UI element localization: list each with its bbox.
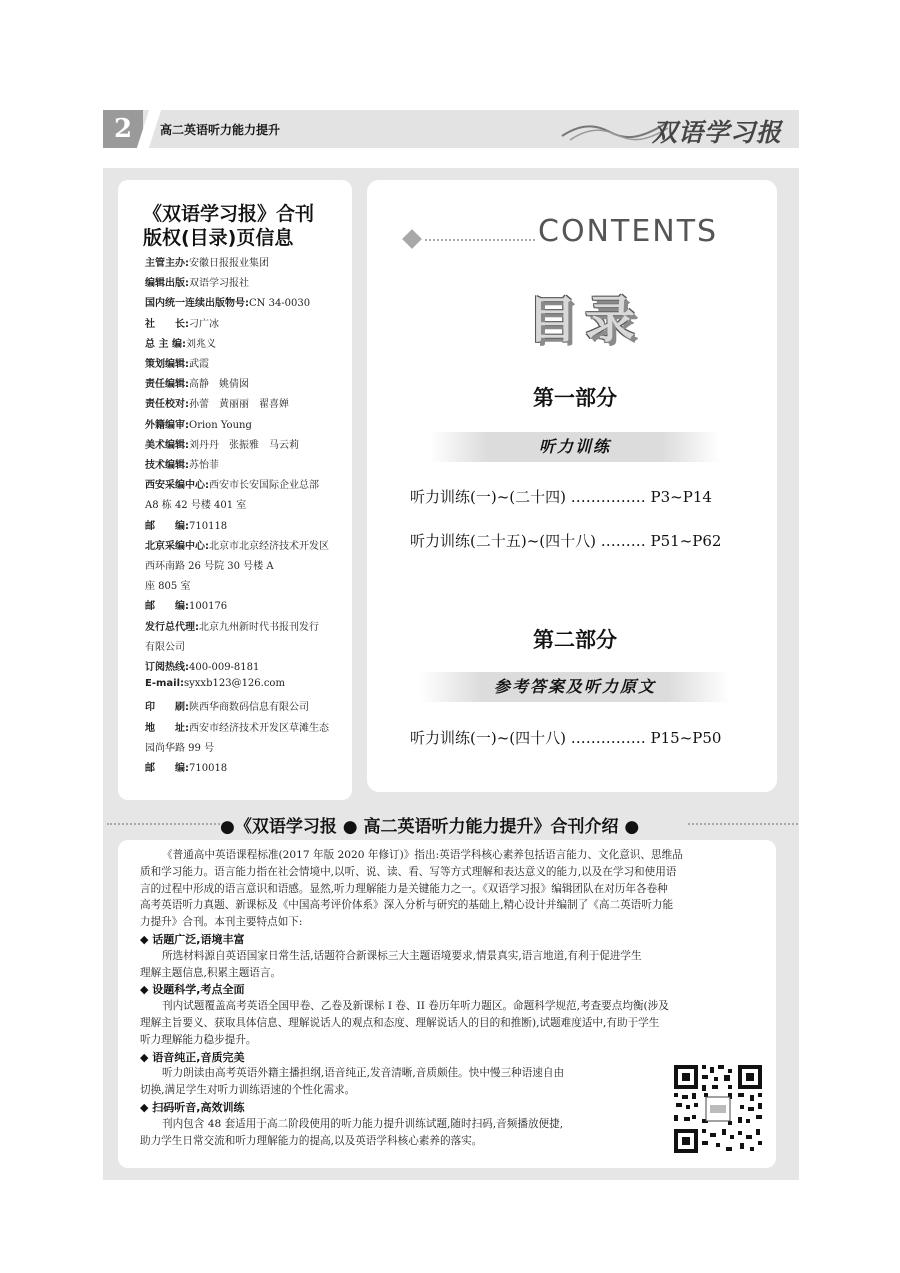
info-row — [145, 335, 216, 350]
intro-paragraph-line: 力提升》合刊。本刊主要特点如下: — [140, 916, 303, 929]
info-label: 编辑出版: — [145, 278, 189, 290]
info-label: 订阅热线: — [145, 662, 189, 673]
copyright-title — [143, 202, 314, 250]
info-row — [145, 658, 259, 673]
info-value-continued: 有限公司 — [145, 641, 185, 653]
info-row — [145, 416, 252, 431]
intro-paragraph-line: 质和学习能力。语言能力指在社会情境中,以听、说、读、看、写等方式理解和表达意义的能力,以及在学习和使用语 — [140, 865, 677, 878]
copyright-title-line1: 《双语学习报》合刊 — [143, 203, 315, 225]
info-label: 西安采编中心: — [145, 480, 209, 492]
info-row — [145, 274, 249, 289]
info-value: 710118 — [189, 520, 228, 532]
toc-entry-text: 听力训练(一)~(二十四) — [410, 488, 566, 506]
toc-entry-dots: …………… — [570, 488, 646, 506]
banner-dotted-right — [688, 823, 798, 825]
feature-text-line: 听力理解能力稳步提升。 — [140, 1033, 257, 1046]
info-row — [145, 436, 299, 451]
toc-entry[interactable] — [410, 486, 712, 507]
toc-entry[interactable] — [410, 727, 721, 748]
info-label: 策划编辑: — [145, 359, 189, 370]
feature-text-line: 刊内包含 48 套适用于高二阶段使用的听力能力提升训练试题,随时扫码,音频播放便捷, — [162, 1117, 564, 1130]
info-label: 责任编辑: — [145, 379, 189, 391]
info-row — [145, 395, 289, 410]
info-row — [145, 719, 329, 734]
info-value: 北京九州新时代书报刊发行 — [199, 621, 319, 633]
info-value: 刁广冰 — [189, 318, 219, 330]
header-title: 高二英语听力能力提升 — [160, 123, 281, 137]
feature-text-line: 助力学生日常交流和听力理解能力的提高,以及英语学科核心素养的落实。 — [140, 1134, 483, 1147]
intro-paragraph-line: 高考英语听力真题、新课标及《中国高考评价体系》深入分析与研究的基础上,精心设计并编制了《高二英语听力能 — [140, 899, 674, 912]
info-label: 社 长: — [145, 318, 189, 330]
part1-band — [430, 432, 720, 462]
intro-banner-title: ●《双语学习报 ● 高二英语听力能力提升》合刊介绍 ● — [220, 817, 640, 837]
info-value: 西安市经济技术开发区草滩生态 — [189, 722, 329, 734]
info-row — [145, 456, 219, 471]
info-value: 西安市长安国际企业总部 — [209, 480, 319, 492]
info-value: 100176 — [189, 601, 228, 613]
feature-text-line: 所选材料源自英语国家日常生活,话题符合新课标三大主题语境要求,情景真实,语言地道,有利于促进学生 — [162, 949, 642, 962]
info-value: 孙蕾 黄丽丽 翟喜婵 — [189, 399, 289, 411]
page-number: 2 — [103, 110, 143, 148]
info-value: 刘丹丹 张振雅 马云莉 — [189, 439, 299, 451]
info-row — [145, 517, 227, 532]
part2-band-label: 参考答案及听力原文 — [493, 677, 656, 696]
toc-entry-pages: P3~P14 — [650, 488, 712, 506]
toc-entry-pages: P15~P50 — [650, 729, 722, 747]
feature-heading: ◆ 扫码听音,高效训练 — [140, 1101, 245, 1114]
info-value: CN 34-0030 — [249, 298, 311, 310]
info-row — [145, 597, 227, 612]
toc-entry-text: 听力训练(二十五)~(四十八) — [410, 532, 596, 550]
info-row — [145, 254, 269, 269]
dotted-divider — [425, 239, 535, 241]
info-value: 陕西华商数码信息有限公司 — [189, 702, 309, 714]
feature-heading: ◆ 设题科学,考点全面 — [140, 983, 245, 997]
info-value: 北京市北京经济技术开发区 — [209, 540, 329, 552]
info-value: 710018 — [189, 763, 228, 774]
qr-code-icon[interactable] — [672, 1063, 764, 1155]
info-label: 邮 编: — [145, 520, 189, 532]
info-label: 北京采编中心: — [145, 540, 209, 552]
info-row — [145, 294, 310, 309]
info-row — [145, 698, 309, 713]
toc-entry[interactable] — [410, 530, 721, 551]
info-label: 责任校对: — [145, 399, 189, 411]
toc-entry-dots: …………… — [570, 729, 646, 747]
info-label: 技术编辑: — [145, 460, 189, 471]
info-value: 400-009-8181 — [189, 662, 260, 673]
info-label: 地 址: — [145, 722, 189, 734]
toc-entry-pages: P51~P62 — [650, 532, 722, 550]
info-value: 安徽日报报业集团 — [189, 258, 269, 269]
intro-paragraph-line: 言的过程中形成的语言意识和语感。显然,听力理解能力是关键能力之一。《双语学习报》编辑团队在对历年各卷种 — [140, 882, 668, 895]
part1-title: 第一部分 — [533, 385, 617, 410]
part1-band-label: 听力训练 — [538, 437, 611, 456]
feature-text-line: 刊内试题覆盖高考英语全国甲卷、乙卷及新课标 I 卷、II 卷历年听力题区。命题科学规范,考查要点均衡(涉及 — [162, 1000, 669, 1013]
info-label: 美术编辑: — [145, 439, 189, 451]
info-value: Orion Young — [189, 419, 252, 431]
info-row — [145, 678, 285, 689]
copyright-title-line2: 版权(目录)页信息 — [143, 227, 294, 249]
info-value: 双语学习报社 — [189, 278, 249, 290]
info-label: 印 刷: — [145, 702, 189, 714]
info-row — [145, 618, 319, 633]
info-value: 苏怡菲 — [189, 460, 219, 471]
part2-title: 第二部分 — [533, 627, 617, 652]
intro-paragraph-line: 《普通高中英语课程标准(2017 年版 2020 年修订)》指出:英语学科核心素养包括语言能力、文化意识、思维品 — [162, 849, 683, 861]
info-value: 武霞 — [189, 359, 209, 370]
info-row — [145, 315, 219, 330]
toc-entry-text: 听力训练(一)~(四十八) — [410, 729, 566, 747]
banner-dotted-left — [107, 823, 227, 825]
info-row — [145, 355, 209, 370]
info-value-continued: A8 栋 42 号楼 401 室 — [145, 500, 247, 512]
feature-text-line: 理解主旨要义、获取具体信息、理解说话人的观点和态度、理解说话人的目的和推断),试题难度适中,有助于学生 — [140, 1017, 660, 1029]
feature-heading: ◆ 语音纯正,音质完美 — [140, 1050, 245, 1064]
info-row — [145, 759, 227, 774]
info-label: 邮 编: — [145, 601, 189, 613]
feature-text-line: 切换,满足学生对听力训练语速的个性化需求。 — [140, 1084, 356, 1097]
newspaper-logo: 双语学习报 — [652, 118, 783, 147]
contents-heading: CONTENTS — [538, 214, 719, 249]
info-value: syxxb123@126.com — [184, 678, 285, 690]
info-value-continued: 西环南路 26 号院 30 号楼 A — [145, 561, 274, 572]
info-label: 外籍编审: — [145, 419, 189, 431]
info-label: 国内统一连续出版物号: — [145, 298, 249, 310]
toc-entry-dots: ……… — [600, 532, 646, 550]
contents-heading-cn: 目录 — [527, 291, 643, 349]
info-row — [145, 476, 319, 491]
info-value-continued: 园尚华路 99 号 — [145, 742, 215, 754]
info-label: E-mail: — [145, 678, 185, 690]
feature-heading: ◆ 话题广泛,语境丰富 — [140, 933, 245, 946]
info-label: 邮 编: — [145, 763, 189, 774]
info-label: 主管主办: — [145, 258, 189, 269]
info-label: 总 主 编: — [145, 338, 186, 350]
feature-text-line: 理解主题信息,积累主题语言。 — [140, 966, 282, 979]
info-row — [145, 375, 249, 390]
info-label: 发行总代理: — [145, 621, 199, 633]
info-value: 高静 姚倩囡 — [189, 379, 249, 391]
part2-band — [420, 672, 730, 702]
info-row — [145, 537, 329, 552]
info-value: 刘兆义 — [185, 338, 216, 350]
info-value-continued: 座 805 室 — [145, 581, 191, 593]
feature-text-line: 听力朗读由高考英语外籍主播担纲,语音纯正,发音清晰,音质颇佳。快中慢三种语速自由 — [162, 1067, 565, 1080]
